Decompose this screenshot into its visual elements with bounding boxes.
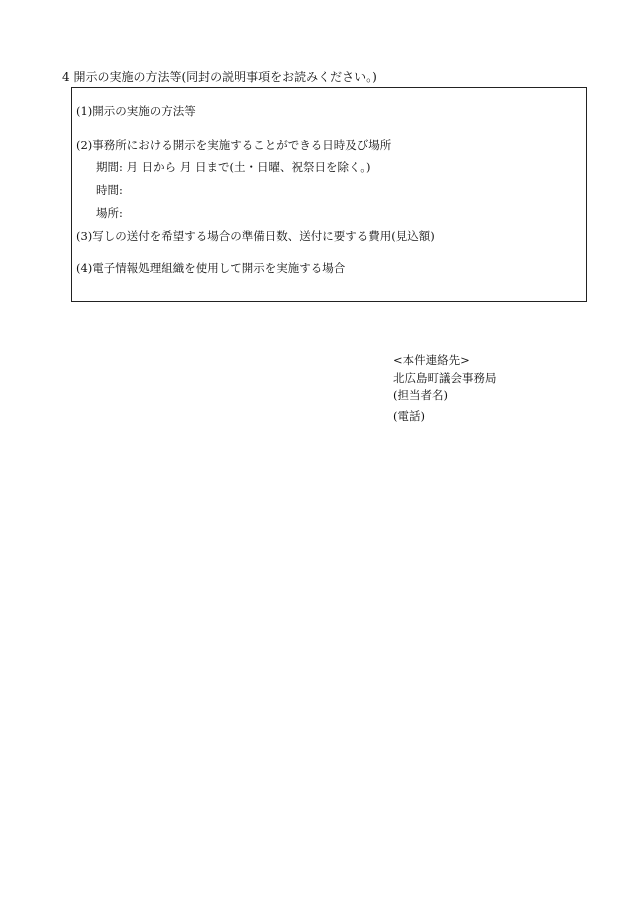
item-3-label: (3)写しの送付を希望する場合の準備日数、送付に要する費用(見込額) <box>76 229 435 243</box>
contact-office: 北広島町議会事務局 <box>393 371 497 385</box>
period-line: 期間: 月 日から 月 日まで(土・日曜、祝祭日を除く。) <box>96 160 371 174</box>
disclosure-method-box <box>71 87 587 302</box>
time-line: 時間: <box>96 183 123 197</box>
contact-label: <本件連絡先> <box>393 353 470 367</box>
contact-person: (担当者名) <box>393 388 448 402</box>
place-line: 場所: <box>96 206 123 220</box>
item-2-label: (2)事務所における開示を実施することができる日時及び場所 <box>76 138 392 152</box>
contact-phone: (電話) <box>393 409 425 423</box>
section-heading: 4 開示の実施の方法等(同封の説明事項をお読みください。) <box>62 70 377 84</box>
item-4-label: (4)電子情報処理組織を使用して開示を実施する場合 <box>76 261 346 275</box>
item-1-label: (1)開示の実施の方法等 <box>76 104 196 118</box>
